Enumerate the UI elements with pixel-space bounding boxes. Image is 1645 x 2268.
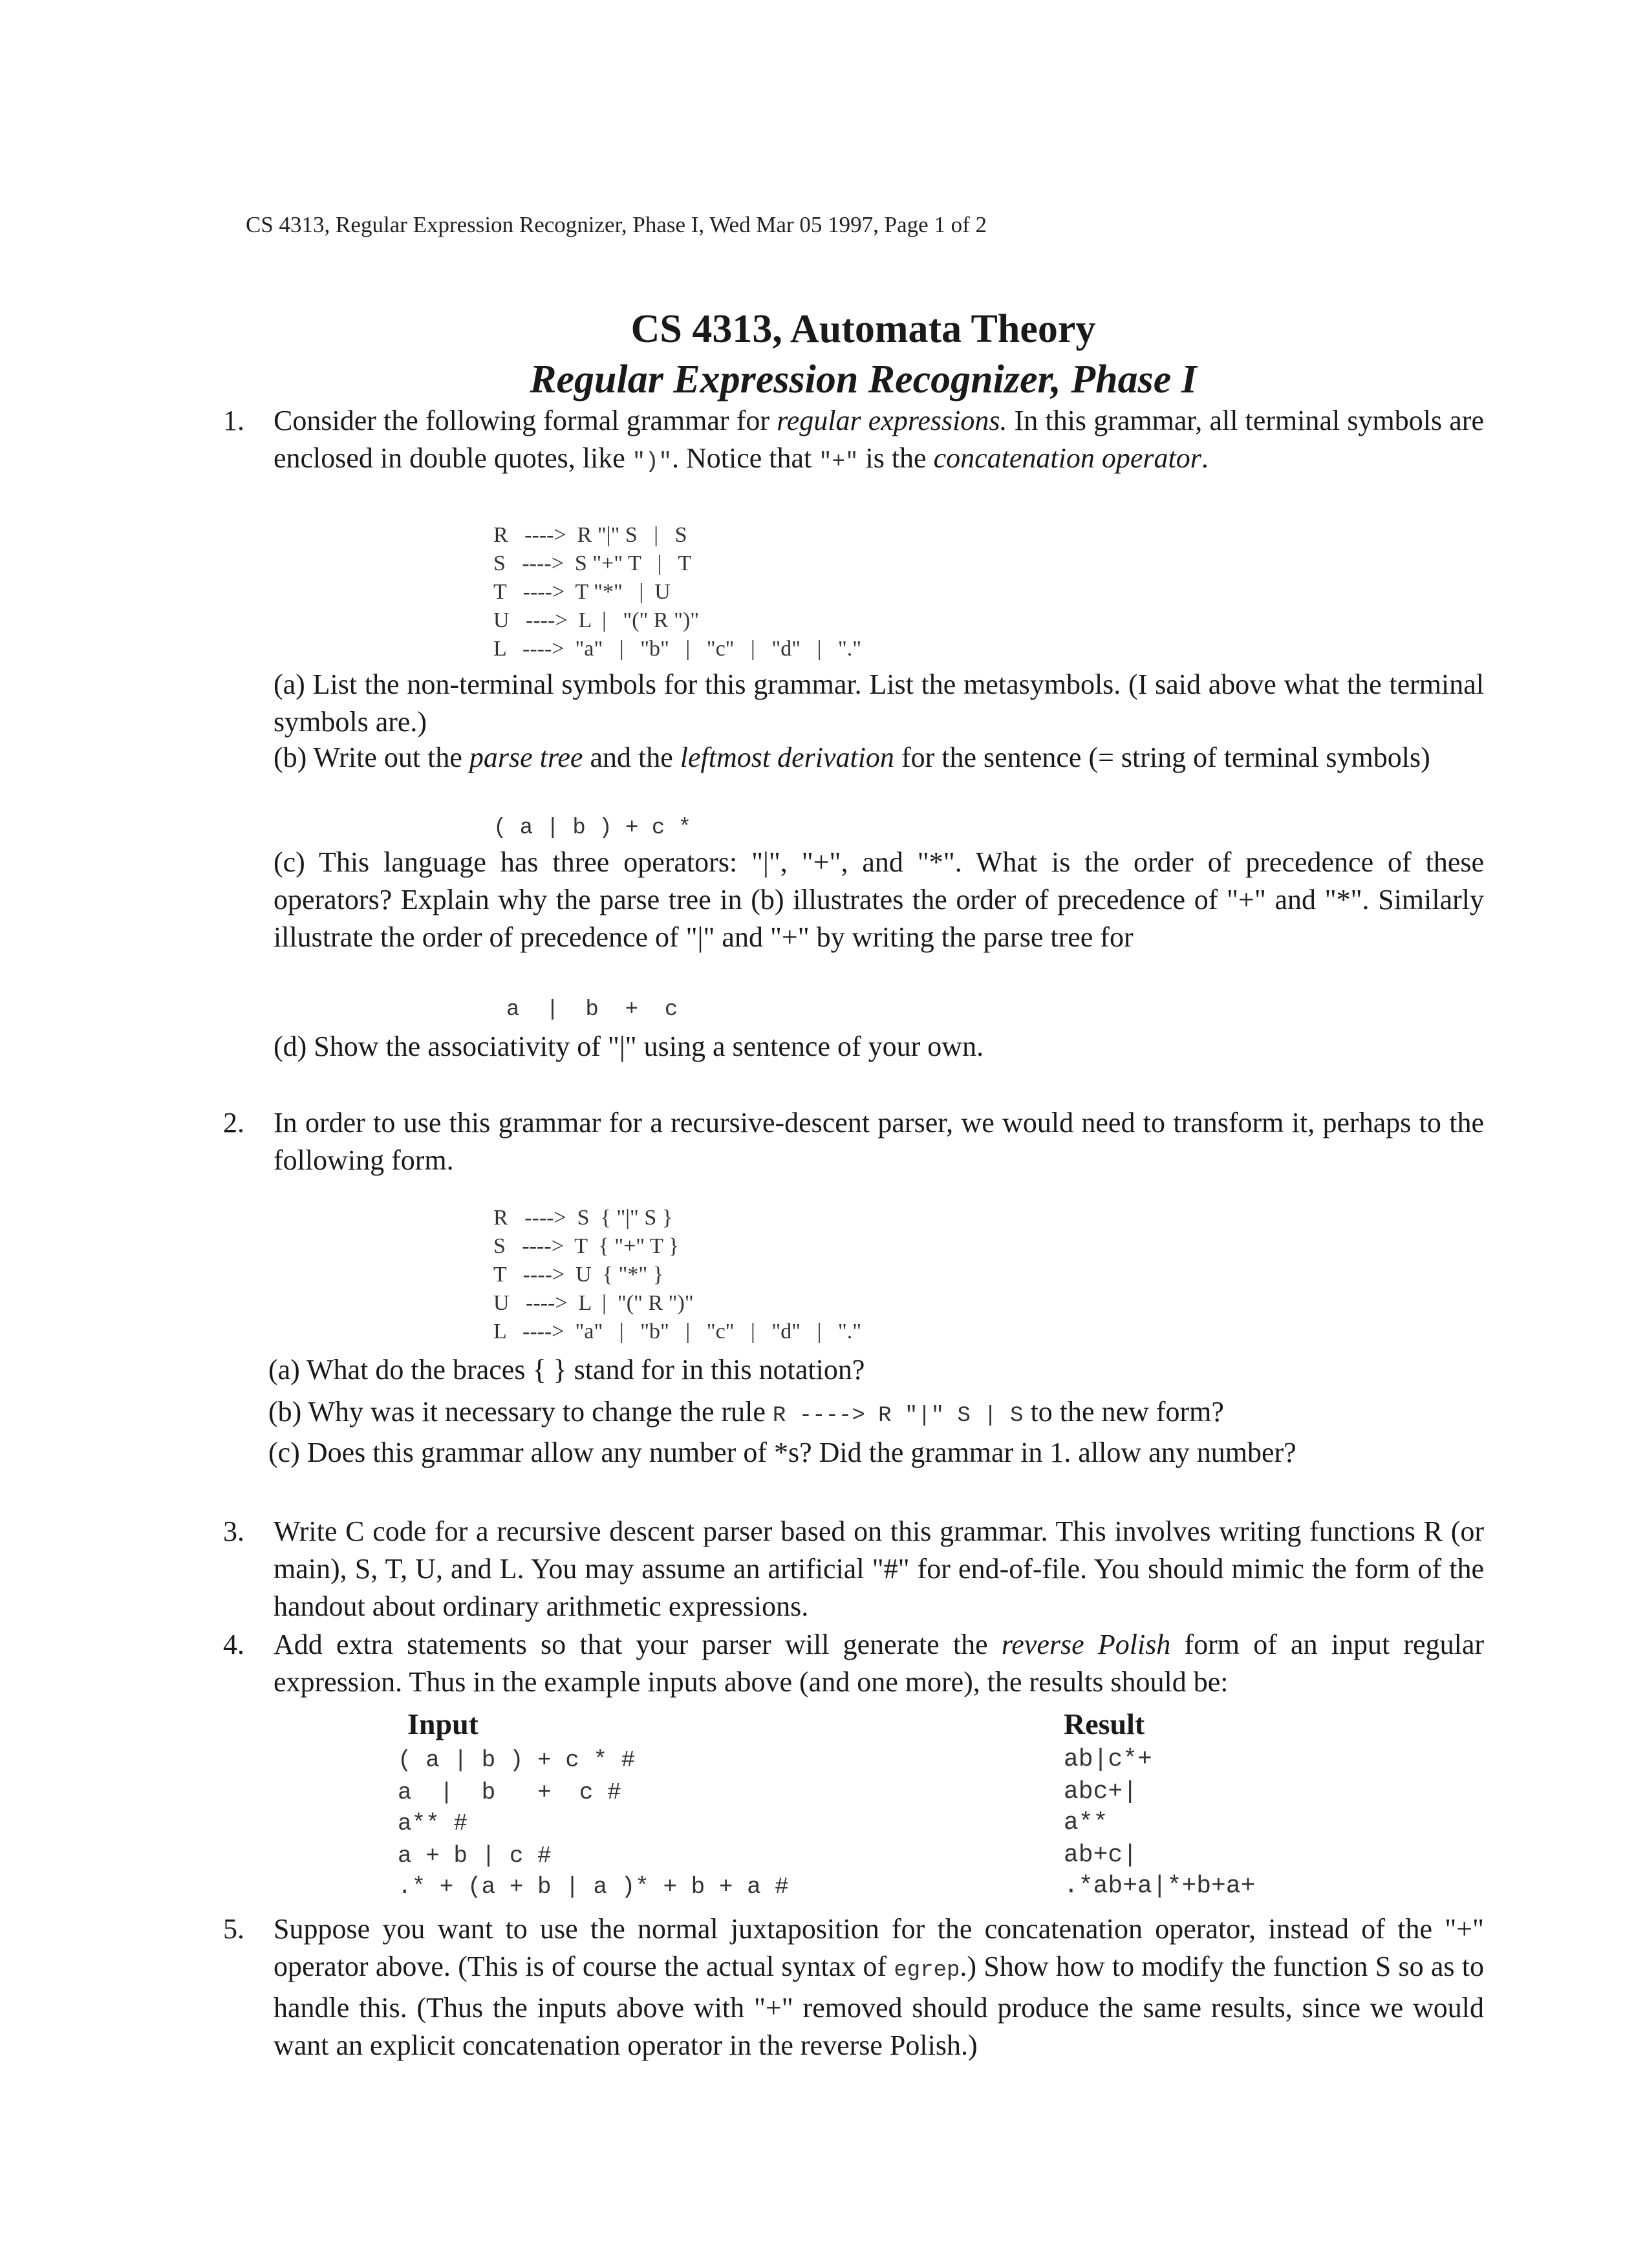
grammar-rule: L ----> "a" | "b" | "c" | "d" | "." [493, 637, 862, 661]
grammar-rule: U ----> L | "(" R ")" [493, 608, 700, 632]
question-2a: (a) What do the braces { } stand for in this notation? [268, 1354, 865, 1385]
grammar-2 [493, 1204, 861, 1346]
question-1-intro [274, 402, 1484, 481]
question-1b [274, 739, 1484, 776]
grammar-rule: L ----> "a" | "b" | "c" | "d" | "." [493, 1320, 862, 1343]
grammar-rule: U ----> L | "(" R ")" [493, 1291, 694, 1315]
text: In this grammar, all terminal symbols are enclosed in double quotes, like [274, 405, 1484, 474]
question-3 [223, 1513, 1484, 1625]
example-input: a + b | c # [398, 1843, 552, 1869]
code: "+" [819, 450, 859, 475]
code: egrep [894, 1958, 960, 1983]
example-result: abc+| [1064, 1778, 1138, 1806]
question-number: 4. [223, 1629, 244, 1660]
page-subtitle: Regular Expression Recognizer, Phase I [530, 358, 1197, 401]
example-result: ab|c*+ [1064, 1746, 1152, 1773]
example-sentence: ( a | b ) + c * [493, 816, 692, 840]
text: and the [583, 742, 680, 773]
example-input: a | b + c # [398, 1779, 621, 1806]
code: ")" [632, 450, 672, 475]
example-input: ( a | b ) + c * # [398, 1747, 636, 1773]
question-4-text [274, 1626, 1484, 1701]
question-number: 2. [223, 1107, 244, 1139]
example-result: .*ab+a|*+b+a+ [1064, 1872, 1256, 1900]
text: Add extra statements so that your parser will generate the [274, 1629, 1002, 1660]
emphasis: leftmost derivation [680, 742, 894, 773]
question-1 [223, 402, 1484, 481]
question-5-text [274, 1910, 1484, 2064]
grammar-rule: S ----> S "+" T | T [493, 551, 692, 575]
question-1d: (d) Show the associativity of "|" using a sentence of your own. [274, 1031, 984, 1062]
question-number: 1. [223, 405, 244, 436]
text: for the sentence (= string of terminal symbols) [894, 742, 1430, 773]
text: . [1201, 442, 1209, 474]
question-2b [268, 1393, 1479, 1435]
emphasis: reverse Polish [1001, 1629, 1171, 1660]
text: . Notice that [672, 442, 819, 474]
text: is the [858, 442, 934, 474]
example-sentence: a | b + c [506, 998, 678, 1022]
grammar-rule: R ----> R "|" S | S [493, 523, 687, 547]
column-header-input: Input [407, 1707, 478, 1740]
running-head: CS 4313, Regular Expression Recognizer, Phase I, Wed Mar 05 1997, Page 1 of 2 [246, 212, 987, 237]
question-number: 3. [223, 1515, 244, 1547]
grammar-rule: T ----> T "*" | U [493, 580, 671, 604]
text: Consider the following formal grammar for [274, 405, 777, 436]
text: (b) Why was it necessary to change the rule [268, 1396, 773, 1428]
grammar-rule: S ----> T { "+" T } [493, 1234, 680, 1258]
question-1a: (a) List the non-terminal symbols for this grammar. List the metasymbols. (I said above what the terminal symbols are.) [274, 669, 1484, 738]
question-3-text: Write C code for a recursive descent parser based on this grammar. This involves writing functions R (or main), S, T, U, and L. You may assume an artificial "#" for end-of-file. You should mimic the form of the handout about ordinary arithmetic expressions. [274, 1515, 1484, 1622]
example-result: ab+c| [1064, 1841, 1138, 1869]
grammar-rule: T ----> U { "*" } [493, 1263, 664, 1287]
text: to the new form? [1023, 1396, 1224, 1428]
text: .) Show how to modify the function S so as to handle this. (Thus the inputs above with "+" removed should produce the same results, since we would want an explicit concatenation operator in the reverse Polish.) [274, 1951, 1484, 2061]
question-2 [223, 1104, 1484, 1179]
question-number: 5. [223, 1913, 244, 1945]
example-input: a** # [398, 1810, 468, 1837]
text: form of an input regular expression. Thus in the example inputs above (and one more), the results should be: [274, 1629, 1484, 1698]
column-header-result: Result [1064, 1707, 1145, 1740]
emphasis: regular expressions. [777, 405, 1007, 436]
text: Suppose you want to use the normal juxtaposition for the concatenation operator, instead of the "+" operator above. (This is of course the actual syntax of [274, 1913, 1484, 1982]
question-2-intro: In order to use this grammar for a recursive-descent parser, we would need to transform it, perhaps to the following form. [274, 1107, 1484, 1176]
emphasis: concatenation operator [933, 442, 1201, 474]
text: (b) Write out the [274, 742, 469, 773]
example-input: .* + (a + b | a )* + b + a # [398, 1874, 789, 1900]
code: R ----> R "|" S | S [772, 1404, 1024, 1428]
question-5 [223, 1910, 1484, 2064]
emphasis: parse tree [469, 742, 583, 773]
example-result: a** [1064, 1809, 1108, 1837]
page-title: CS 4313, Automata Theory [630, 307, 1096, 351]
question-2c: (c) Does this grammar allow any number of *s? Did the grammar in 1. allow any number? [268, 1437, 1296, 1468]
grammar-rule: R ----> S { "|" S } [493, 1206, 673, 1230]
question-4 [223, 1626, 1484, 1701]
grammar-1 [493, 521, 861, 663]
question-1c: (c) This language has three operators: "|", "+", and "*". What is the order of precedence of these operators? Explain why the parse tree in (b) illustrates the order of precedence of "+" and "*". Similarly illustrate the order of precedence of "|" and "+" by writing the parse tree for [274, 846, 1484, 953]
